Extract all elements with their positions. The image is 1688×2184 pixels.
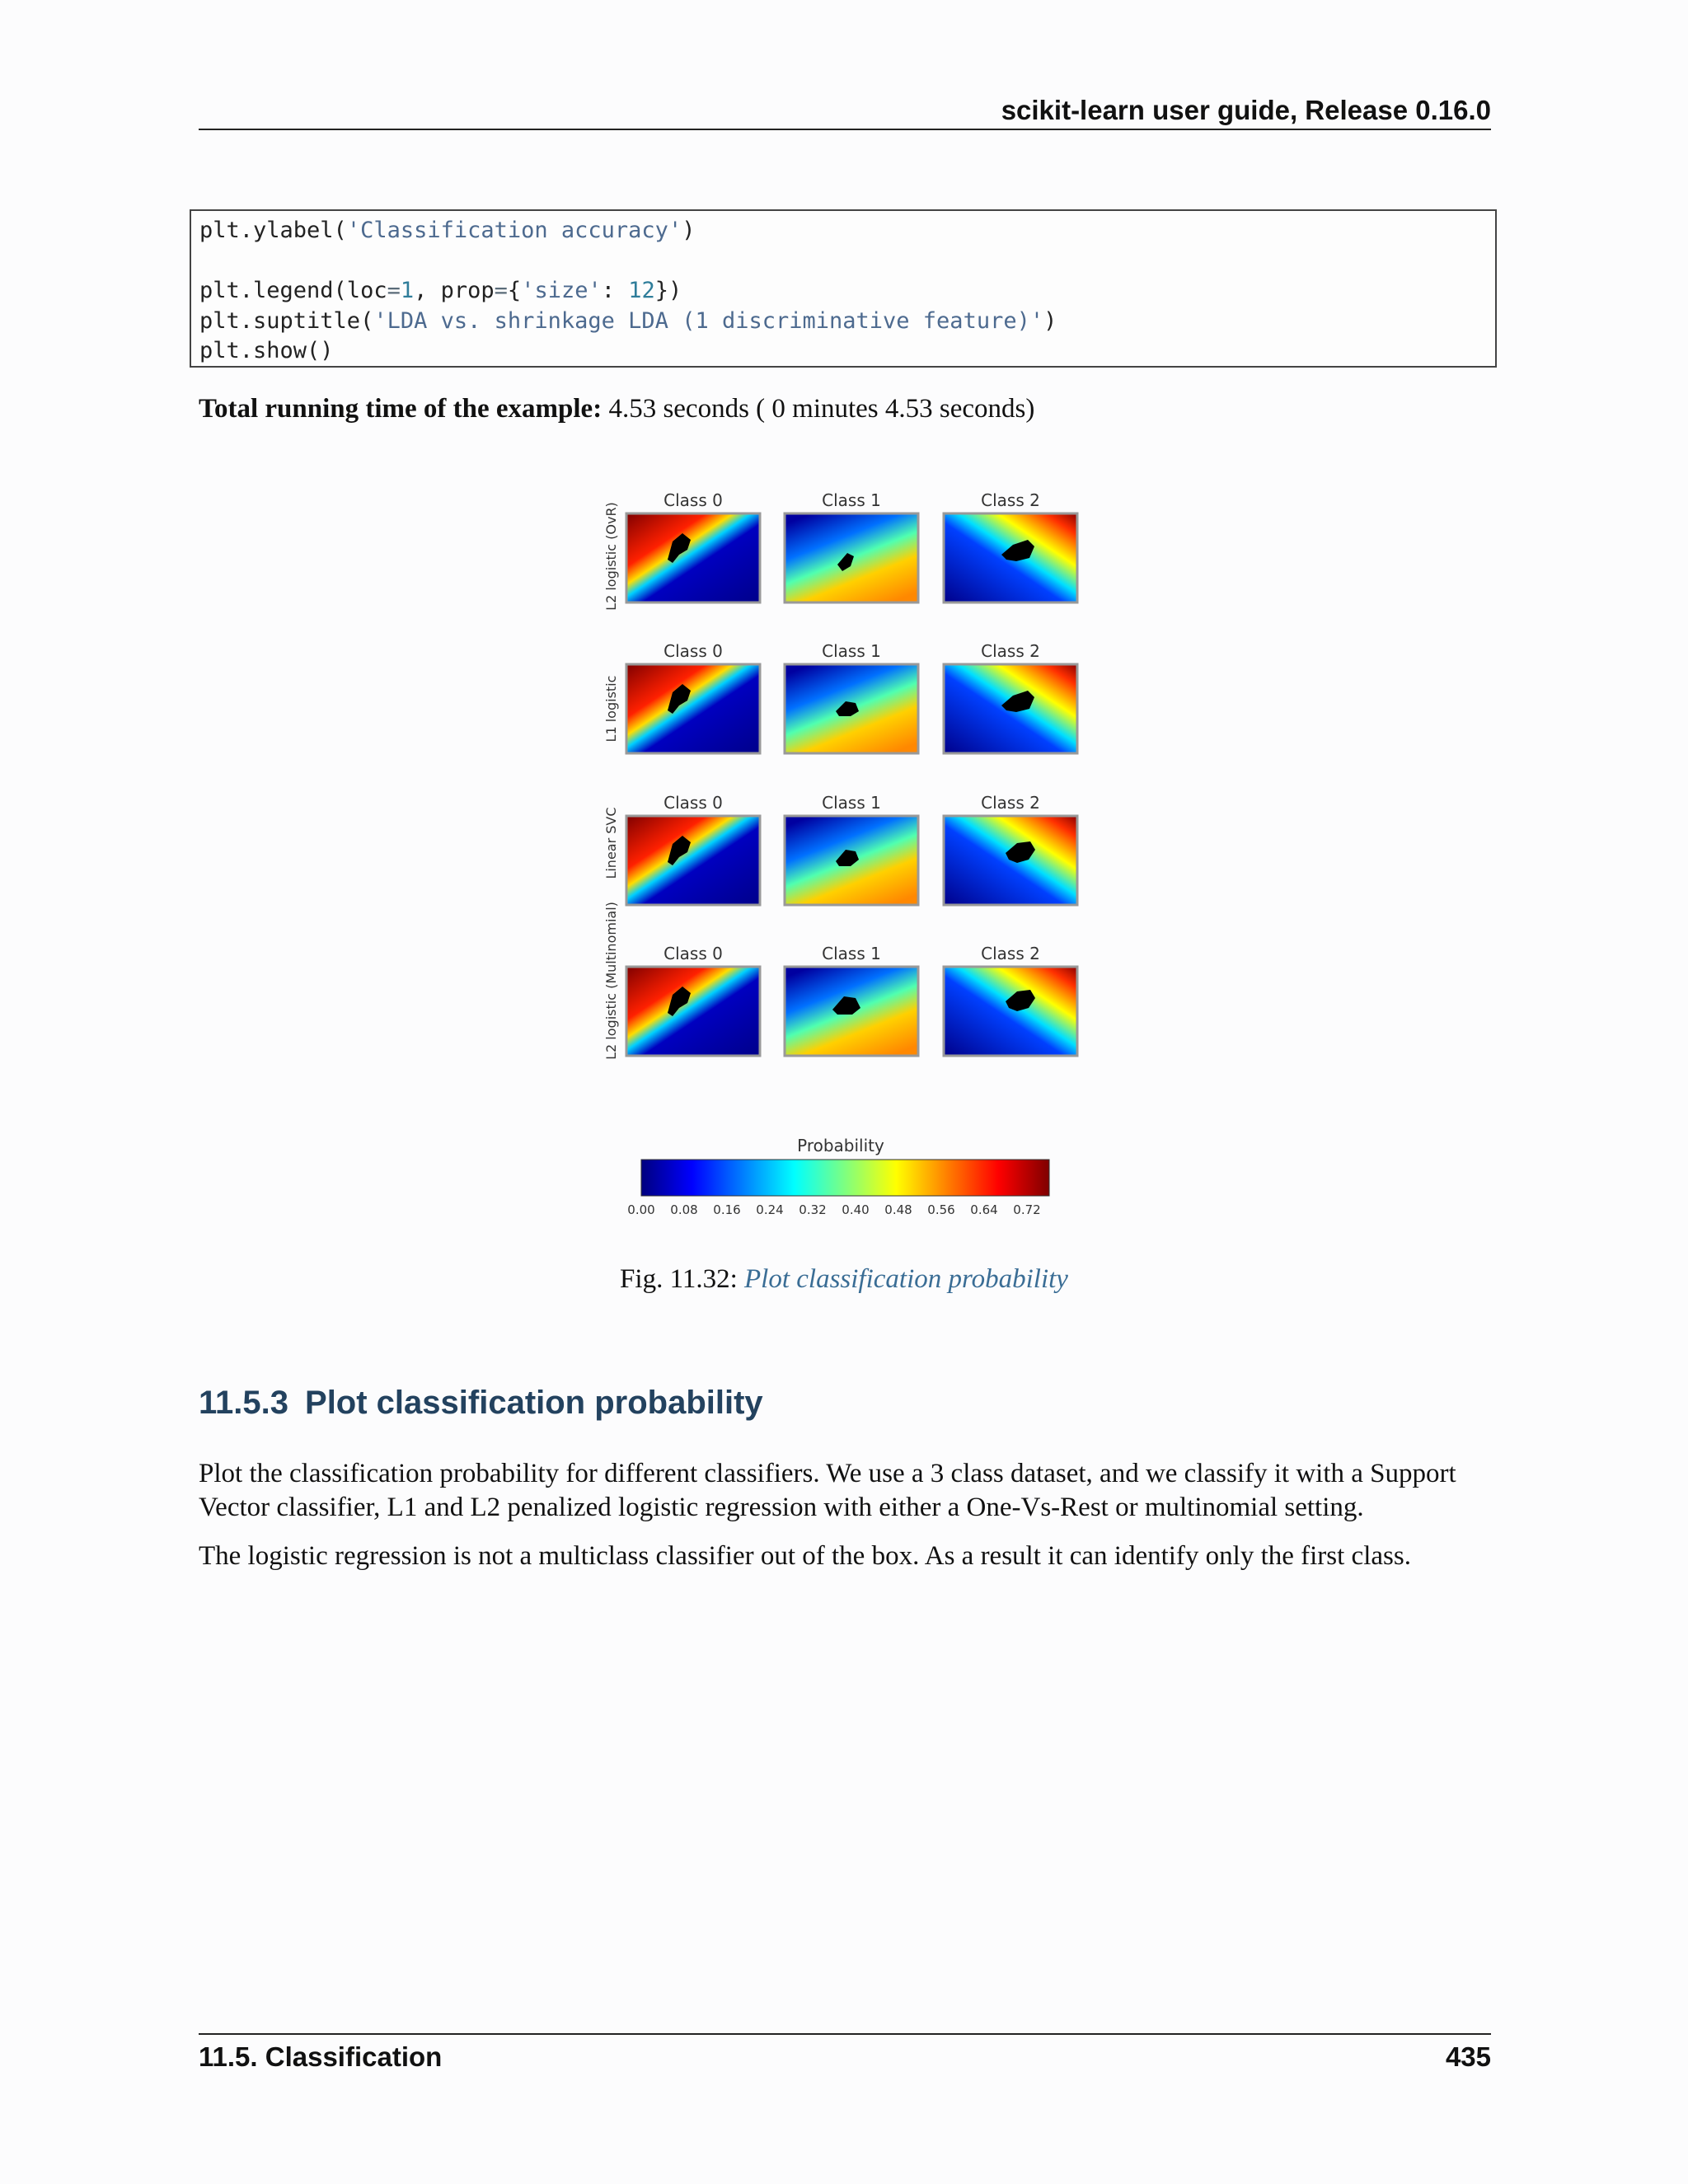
code-token: plt.ylabel( (199, 218, 347, 243)
code-line (199, 216, 1495, 246)
probability-panel (785, 513, 918, 602)
code-token: }) (654, 278, 682, 303)
colorbar-tick-label: 0.56 (927, 1202, 955, 1217)
column-title: Class 1 (822, 793, 881, 813)
caption-link[interactable]: Plot classification probability (744, 1264, 1068, 1294)
column-title: Class 2 (981, 641, 1040, 661)
section-title: Plot classification probability (305, 1385, 763, 1421)
probability-panel (944, 816, 1077, 905)
code-operator: = (494, 278, 508, 303)
code-token: , prop (414, 278, 495, 303)
running-header (199, 92, 1491, 130)
code-line (199, 307, 1495, 337)
section-heading (199, 1381, 763, 1424)
running-time (199, 391, 1034, 427)
colorbar (641, 1160, 1049, 1196)
running-time-label: Total running time of the example: (199, 394, 603, 424)
colorbar-tick-label: 0.16 (713, 1202, 741, 1217)
probability-panel (944, 967, 1077, 1056)
probability-panel (944, 664, 1077, 753)
column-title: Class 0 (663, 490, 723, 510)
footer-section: 11.5. Classification (199, 2041, 443, 2072)
code-operator: = (387, 278, 401, 303)
page-footer (199, 2033, 1491, 2079)
code-token: { (507, 278, 522, 303)
classification-probability-figure (593, 474, 1104, 1232)
probability-panel (785, 967, 918, 1056)
code-block (190, 209, 1497, 368)
probability-panel (626, 664, 760, 753)
column-title: Class 0 (663, 944, 723, 963)
colorbar-tick-label: 0.32 (799, 1202, 827, 1217)
code-string: 'size' (521, 278, 602, 303)
code-string: 'LDA vs. shrinkage LDA (1 discriminative feature)' (373, 307, 1044, 334)
code-token: plt.suptitle( (199, 307, 374, 334)
running-time-value: 4.53 seconds ( 0 minutes 4.53 seconds) (608, 394, 1035, 424)
code-token: plt.legend(loc (199, 278, 387, 303)
page-number: 435 (1445, 2041, 1491, 2072)
column-title: Class 1 (822, 490, 881, 510)
probability-panel (626, 513, 760, 602)
row-label-linear-svc: Linear SVC (603, 807, 619, 879)
code-line: plt.show() (199, 338, 334, 363)
code-token: ) (1043, 307, 1057, 334)
column-title: Class 0 (663, 793, 723, 813)
row-label-l2-multinomial: L2 logistic (Multinomial) (603, 902, 619, 1060)
column-title: Class 2 (981, 490, 1040, 510)
colorbar-tick-label: 0.00 (627, 1202, 655, 1217)
code-line (199, 276, 1495, 307)
column-title: Class 1 (822, 641, 881, 661)
colorbar-ticks (627, 1202, 1040, 1217)
paragraph: The logistic regression is not a multiclass classifier out of the box. As a result it can identify only the first class. (199, 1541, 1411, 1571)
probability-panel (944, 513, 1077, 602)
probability-panel (785, 664, 918, 753)
code-token: : (601, 278, 629, 303)
code-number: 1 (400, 278, 415, 303)
colorbar-title: Probability (797, 1136, 884, 1155)
code-string: 'Classification accuracy' (346, 218, 682, 243)
section-number: 11.5.3 (199, 1385, 289, 1421)
column-title: Class 2 (981, 944, 1040, 963)
paragraph: Plot the classification probability for different classifiers. We use a 3 class dataset, and we classify it with a Support Vector classifier, L1 and L2 penalized logistic regression with either a One-Vs-Rest or multinomial setting. (199, 1459, 1456, 1522)
probability-panel (626, 816, 760, 905)
colorbar-tick-label: 0.72 (1013, 1202, 1041, 1217)
code-number: 12 (628, 278, 655, 303)
probability-panel (626, 967, 760, 1056)
code-token: ) (682, 218, 696, 243)
colorbar-tick-label: 0.40 (842, 1202, 870, 1217)
caption-prefix: Fig. 11.32: (620, 1264, 745, 1294)
column-title: Class 0 (663, 641, 723, 661)
colorbar-tick-label: 0.24 (756, 1202, 784, 1217)
colorbar-tick-label: 0.64 (970, 1202, 998, 1217)
colorbar-tick-label: 0.08 (670, 1202, 698, 1217)
figure-caption (0, 1261, 1688, 1297)
column-title: Class 2 (981, 793, 1040, 813)
colorbar-tick-label: 0.48 (884, 1202, 912, 1217)
row-label-l2-ovr: L2 logistic (OvR) (603, 502, 619, 611)
column-title: Class 1 (822, 944, 881, 963)
code-blank-line (199, 246, 1495, 277)
header-title: scikit-learn user guide, Release 0.16.0 (1001, 95, 1491, 125)
probability-panel (785, 816, 918, 905)
row-label-l1: L1 logistic (603, 675, 619, 743)
